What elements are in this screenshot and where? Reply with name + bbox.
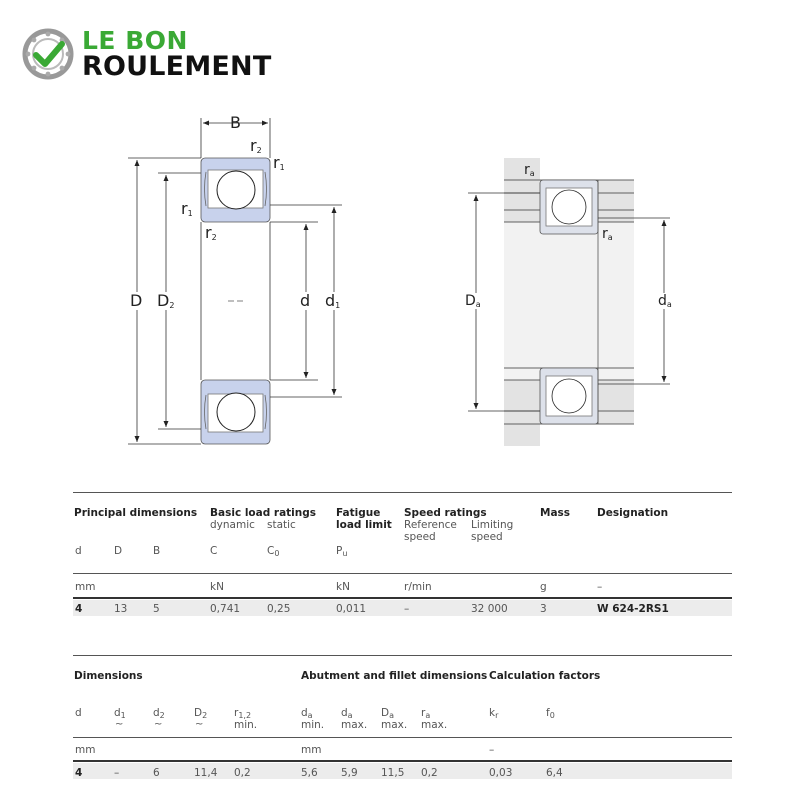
label-ra-top: $r_a$	[524, 162, 535, 178]
header-reference-speed: speed	[404, 531, 436, 543]
sym-d: d	[75, 545, 82, 557]
header-calc-factors: Calculation factors	[489, 670, 601, 682]
logo-line1: LE BON	[82, 26, 188, 55]
cell-d2: 6	[153, 767, 160, 779]
header-dynamic: dynamic	[210, 519, 255, 531]
header-limiting-speed: speed	[471, 531, 503, 543]
cell-Pu: 0,011	[336, 603, 367, 615]
sym-d1: $d_1$	[114, 707, 126, 720]
header-abutment: Abutment and fillet dimensions	[301, 670, 488, 682]
cell-C: 0,741	[210, 603, 241, 615]
header-reference: Reference	[404, 519, 457, 531]
cell-d: 4	[75, 767, 83, 779]
cell-designation: W 624-2RS1	[597, 603, 669, 615]
sym-B: B	[153, 545, 161, 557]
cell-d: 4	[75, 603, 83, 615]
label-r2-mid: $r_2$	[205, 223, 217, 242]
unit-kN-load: kN	[210, 581, 224, 593]
label-ra-mid: $r_a$	[602, 226, 613, 242]
lbl-r12-min: min.	[234, 719, 258, 731]
cell-D: 13	[114, 603, 128, 615]
sym-Da-max: $D_a$	[381, 707, 394, 720]
sym-da-max: $d_a$	[341, 707, 353, 720]
sym-f0: $f_0$	[546, 707, 555, 720]
sym-C0: $C_0$	[267, 545, 280, 558]
cell-C0: 0,25	[267, 603, 291, 615]
label-da: $d_a$	[658, 293, 672, 309]
cell-D2: 11,4	[194, 767, 218, 779]
label-r1-top: $r_1$	[273, 153, 285, 172]
sym-r12: $r_{1,2}$	[234, 707, 252, 720]
unit-rmin: r/min	[404, 581, 432, 593]
header-designation: Designation	[597, 507, 669, 519]
label-D2: $D_2$	[157, 291, 175, 310]
cell-r12: 0,2	[234, 767, 251, 779]
header-limiting: Limiting	[471, 519, 514, 531]
cell-da-max: 5,9	[341, 767, 358, 779]
sym-D: D	[114, 545, 123, 557]
header-fatigue: Fatigue	[336, 507, 381, 519]
label-d1: $d_1$	[325, 291, 341, 310]
tilde-D2: ~	[195, 719, 204, 730]
lbl-max-Da: max.	[381, 719, 408, 731]
lbl-max-ra: max.	[421, 719, 448, 731]
unit-g: g	[540, 581, 547, 593]
sym-Pu: $P_u$	[336, 545, 348, 558]
lbl-max-da: max.	[341, 719, 368, 731]
unit-mm-abutment: mm	[301, 744, 322, 756]
cell-ref-speed: –	[404, 603, 410, 615]
unit-dash: –	[597, 581, 603, 593]
sym-d: d	[75, 707, 82, 719]
abutment-drawing	[468, 158, 670, 446]
tilde-d1: ~	[115, 719, 124, 730]
cell-B: 5	[153, 603, 160, 615]
bearing-section-drawing	[128, 118, 342, 444]
cell-da-min: 5,6	[301, 767, 318, 779]
header-principal-dimensions: Principal dimensions	[74, 507, 198, 519]
sym-da-min: $d_a$	[301, 707, 313, 720]
sym-d2: $d_2$	[153, 707, 165, 720]
header-mass: Mass	[540, 507, 571, 519]
label-d: d	[300, 291, 311, 310]
label-r2-top: $r_2$	[250, 136, 262, 155]
header-static: static	[267, 519, 296, 531]
label-Da: $D_a$	[465, 293, 481, 309]
unit-dash-calc: –	[489, 744, 495, 756]
cell-f0: 6,4	[546, 767, 563, 779]
label-D: D	[130, 291, 143, 310]
cell-kr: 0,03	[489, 767, 513, 779]
cell-ra-max: 0,2	[421, 767, 438, 779]
cell-mass: 3	[540, 603, 547, 615]
cell-lim-speed: 32 000	[471, 603, 508, 615]
unit-mm: mm	[75, 581, 96, 593]
header-dimensions: Dimensions	[74, 670, 143, 682]
cell-d1: –	[114, 767, 120, 779]
header-speed-ratings: Speed ratings	[404, 507, 487, 519]
sym-C: C	[210, 545, 218, 557]
cell-Da-max: 11,5	[381, 767, 405, 779]
label-r1-mid: $r_1$	[181, 199, 193, 218]
header-load-limit: load limit	[336, 519, 392, 531]
unit-mm-dims: mm	[75, 744, 96, 756]
lbl-min: min.	[301, 719, 325, 731]
label-B: B	[230, 113, 241, 132]
sym-D2: $D_2$	[194, 707, 208, 720]
logo-line2: ROULEMENT	[82, 51, 272, 82]
sym-ra-max: $r_a$	[421, 707, 431, 720]
header-basic-load-ratings: Basic load ratings	[210, 507, 317, 519]
sym-kr: $k_r$	[489, 707, 499, 720]
tilde-d2: ~	[154, 719, 163, 730]
unit-kN-fatigue: kN	[336, 581, 350, 593]
